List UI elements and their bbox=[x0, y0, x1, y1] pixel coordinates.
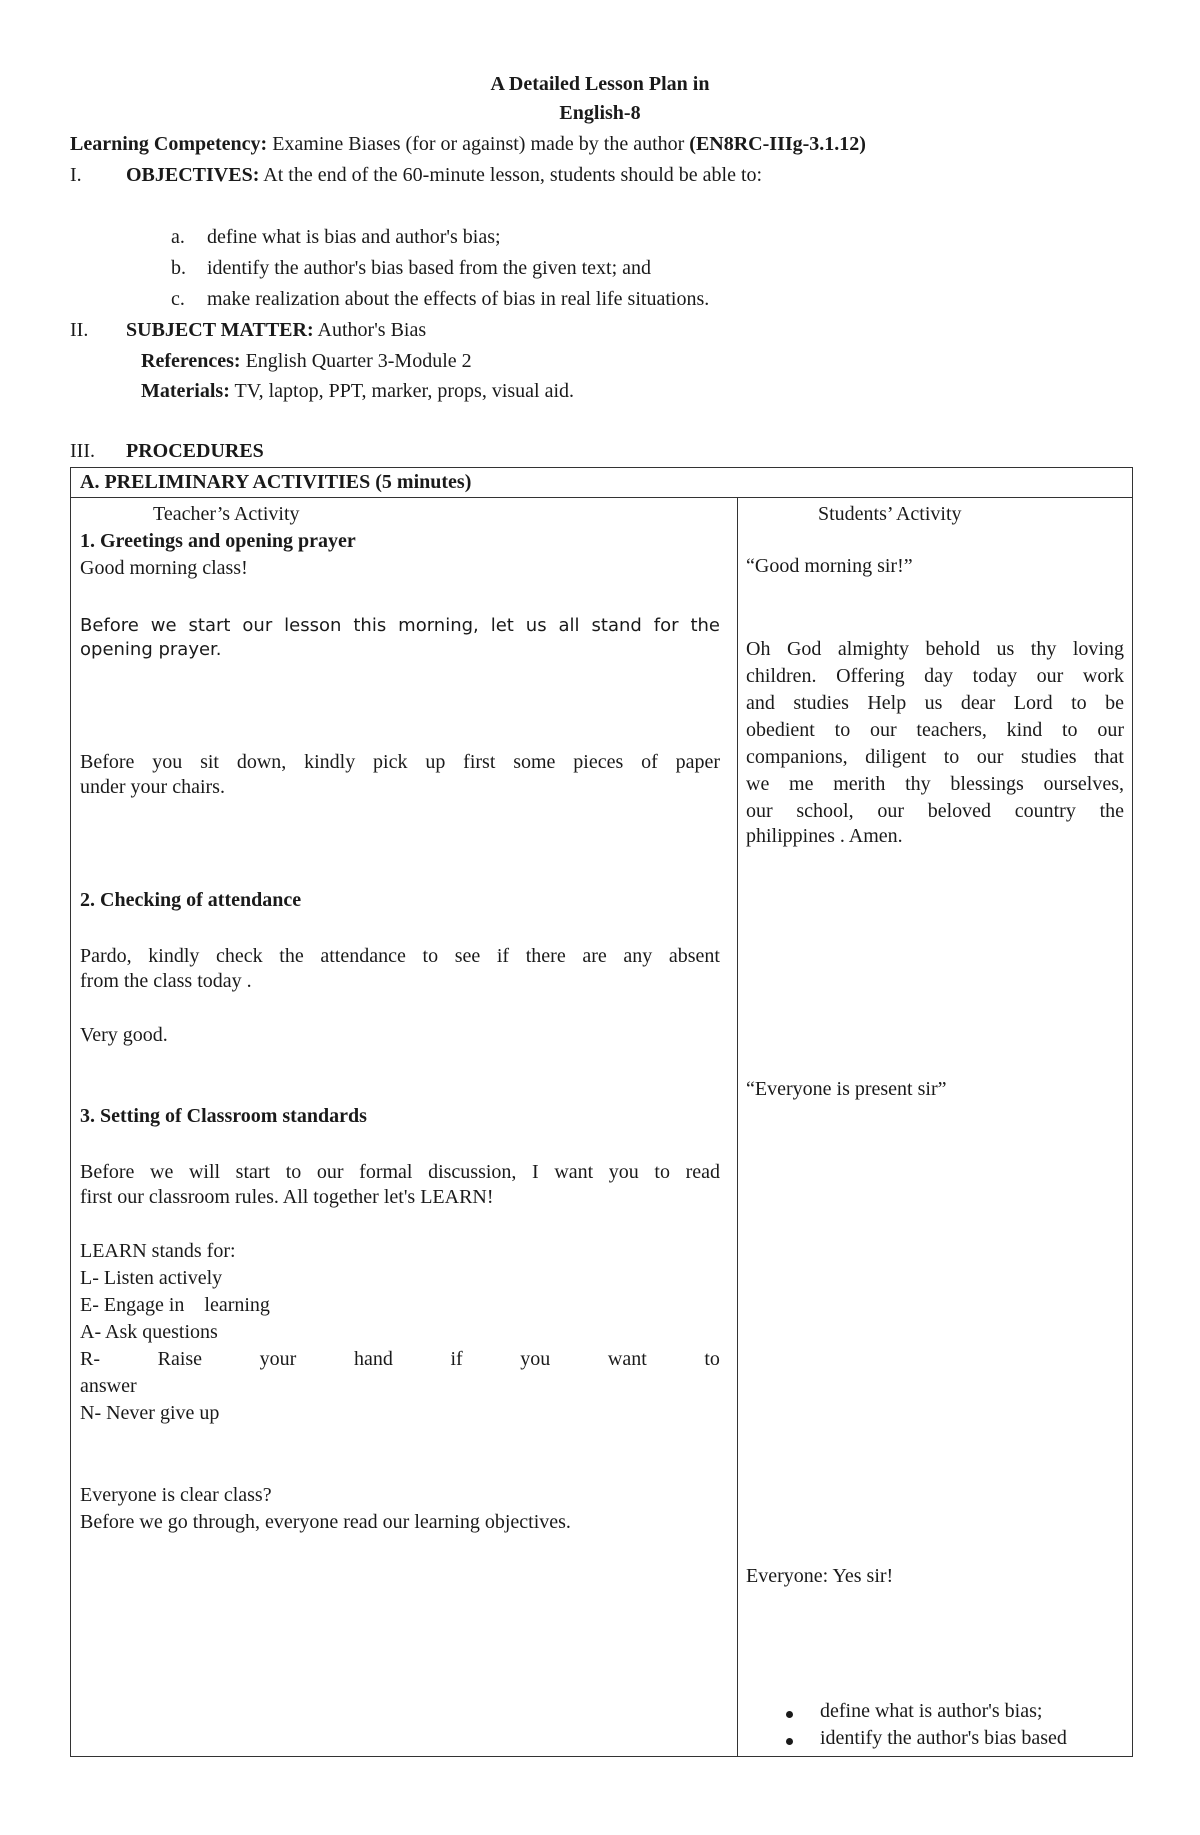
references-value: English Quarter 3-Module 2 bbox=[245, 350, 472, 372]
document-subject: English-8 bbox=[559, 102, 641, 124]
prayer-line: our school, our beloved country the bbox=[746, 800, 1124, 822]
learn-item: E- Engage in learning bbox=[80, 1294, 270, 1316]
document-title: A Detailed Lesson Plan in bbox=[490, 73, 710, 95]
objective-letter: a. bbox=[171, 226, 185, 248]
objective-letter: c. bbox=[171, 288, 185, 310]
objectives-label: OBJECTIVES: bbox=[126, 164, 260, 186]
prayer-line: we me merith thy blessings ourselves, bbox=[746, 773, 1124, 795]
materials-value: TV, laptop, PPT, marker, props, visual aid. bbox=[234, 380, 575, 402]
learn-item: L- Listen actively bbox=[80, 1267, 223, 1289]
objectives-heading bbox=[126, 164, 762, 187]
learn-item-raise bbox=[80, 1348, 720, 1371]
prayer-line: philippines . Amen. bbox=[746, 825, 903, 847]
student-objective: identify the author's bias based bbox=[820, 1727, 1067, 1749]
student-reply: “Good morning sir!” bbox=[746, 555, 913, 577]
section-title: A. PRELIMINARY ACTIVITIES (5 minutes) bbox=[80, 471, 472, 493]
learn-item: answer bbox=[80, 1375, 137, 1397]
objectives-intro: At the end of the 60-minute lesson, students should be able to: bbox=[263, 164, 763, 186]
learn-word: your bbox=[259, 1348, 297, 1370]
student-reply: Everyone: Yes sir! bbox=[746, 1565, 894, 1587]
teacher-line: Very good. bbox=[80, 1024, 168, 1046]
teacher-line: Before we start our lesson this morning, let us all stand for the bbox=[80, 615, 720, 636]
teacher-line: Before you sit down, kindly pick up first some pieces of paper bbox=[80, 751, 720, 773]
teacher-line: Before we go through, everyone read our learning objectives. bbox=[80, 1511, 571, 1533]
procedures-table bbox=[70, 467, 1133, 1757]
teacher-line: opening prayer. bbox=[80, 639, 222, 660]
teacher-line: Everyone is clear class? bbox=[80, 1484, 272, 1506]
learn-word: if bbox=[450, 1348, 463, 1370]
prayer-line: obedient to our teachers, kind to our bbox=[746, 719, 1124, 741]
subject-matter-label: SUBJECT MATTER: bbox=[126, 319, 314, 341]
competency-code: (EN8RC-IIIg-3.1.12) bbox=[689, 133, 866, 155]
learn-word: want bbox=[607, 1348, 647, 1370]
references bbox=[141, 350, 472, 373]
learn-item: A- Ask questions bbox=[80, 1321, 218, 1343]
table-divider bbox=[71, 497, 1132, 498]
objective-item: make realization about the effects of bias in real life situations. bbox=[207, 288, 710, 310]
procedures-numeral: III. bbox=[70, 440, 95, 462]
student-objective: define what is author's bias; bbox=[820, 1700, 1043, 1722]
subject-matter-value: Author's Bias bbox=[317, 319, 427, 341]
teacher-activity-header: Teacher’s Activity bbox=[153, 503, 300, 525]
student-reply: “Everyone is present sir” bbox=[746, 1078, 947, 1100]
references-label: References: bbox=[141, 350, 241, 372]
bullet-icon bbox=[786, 1711, 793, 1718]
prayer-line: children. Offering day today our work bbox=[746, 665, 1124, 687]
greetings-heading: 1. Greetings and opening prayer bbox=[80, 530, 356, 552]
standards-heading: 3. Setting of Classroom standards bbox=[80, 1105, 367, 1127]
objective-item: identify the author's bias based from the given text; and bbox=[207, 257, 652, 279]
learn-word: R- bbox=[80, 1348, 100, 1370]
learn-word: hand bbox=[353, 1348, 393, 1370]
objective-letter: b. bbox=[171, 257, 186, 279]
objective-item: define what is bias and author's bias; bbox=[207, 226, 501, 248]
prayer-line: companions, diligent to our studies that bbox=[746, 746, 1124, 768]
competency-text: Examine Biases (for or against) made by the author bbox=[272, 133, 685, 155]
prayer-line: and studies Help us dear Lord to be bbox=[746, 692, 1124, 714]
students-activity-header: Students’ Activity bbox=[818, 503, 962, 525]
learn-intro: LEARN stands for: bbox=[80, 1240, 236, 1262]
teacher-line: Good morning class! bbox=[80, 557, 248, 579]
subject-matter bbox=[126, 319, 426, 342]
learn-word: Raise bbox=[157, 1348, 203, 1370]
learn-word: to bbox=[704, 1348, 720, 1370]
teacher-line: under your chairs. bbox=[80, 776, 225, 798]
materials bbox=[141, 380, 574, 403]
subject-matter-numeral: II. bbox=[70, 319, 89, 341]
bullet-icon bbox=[786, 1738, 793, 1745]
objectives-numeral: I. bbox=[70, 164, 82, 186]
teacher-line: Pardo, kindly check the attendance to see if there are any absent bbox=[80, 945, 720, 967]
learn-item: N- Never give up bbox=[80, 1402, 220, 1424]
learning-competency bbox=[70, 133, 866, 156]
teacher-line: Before we will start to our formal discussion, I want you to read bbox=[80, 1161, 720, 1183]
materials-label: Materials: bbox=[141, 380, 230, 402]
prayer-line: Oh God almighty behold us thy loving bbox=[746, 638, 1124, 660]
attendance-heading: 2. Checking of attendance bbox=[80, 889, 302, 911]
column-divider bbox=[737, 497, 738, 1756]
procedures-label: PROCEDURES bbox=[126, 440, 264, 462]
competency-label: Learning Competency: bbox=[70, 133, 268, 155]
teacher-line: from the class today . bbox=[80, 970, 252, 992]
learn-word: you bbox=[520, 1348, 551, 1370]
teacher-line: first our classroom rules. All together let's LEARN! bbox=[80, 1186, 494, 1208]
